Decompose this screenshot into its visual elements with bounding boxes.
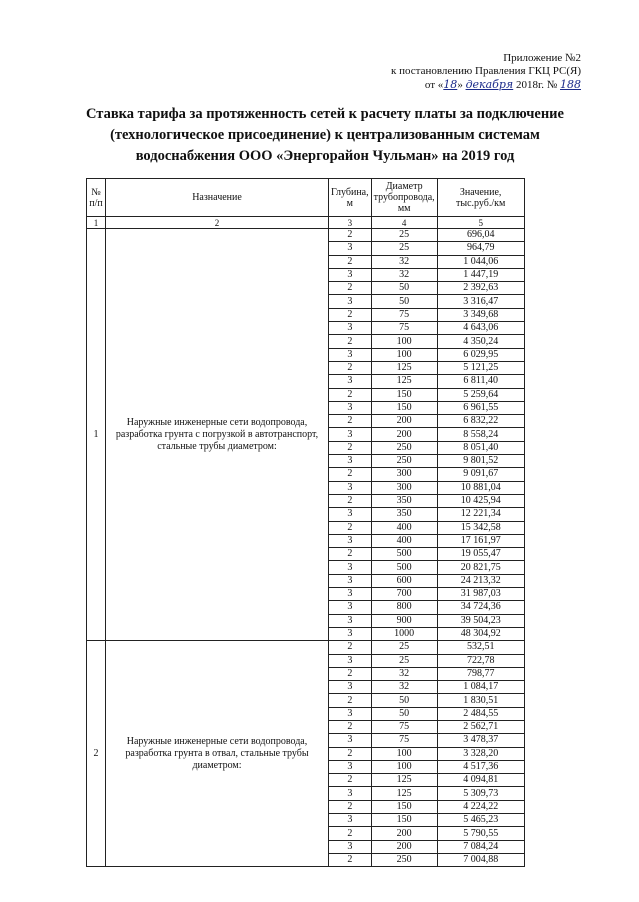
value-cell: 24 213,32: [437, 574, 524, 587]
value-cell: 31 987,03: [437, 588, 524, 601]
col-number: 4: [371, 217, 437, 229]
header-purpose: Назначение: [106, 179, 329, 217]
depth-cell: 3: [329, 481, 372, 494]
diameter-cell: 300: [371, 468, 437, 481]
appendix-decree: к постановлению Правления ГКЦ РС(Я): [391, 65, 581, 77]
value-cell: 2 562,71: [437, 720, 524, 733]
depth-cell: 2: [329, 747, 372, 760]
col-number: 1: [87, 217, 106, 229]
depth-cell: 3: [329, 787, 372, 800]
value-cell: 9 801,52: [437, 455, 524, 468]
appendix-header: [391, 52, 581, 92]
diameter-cell: 400: [371, 521, 437, 534]
depth-cell: 2: [329, 229, 372, 242]
depth-cell: 3: [329, 242, 372, 255]
depth-cell: 3: [329, 588, 372, 601]
depth-cell: 3: [329, 561, 372, 574]
depth-cell: 2: [329, 468, 372, 481]
value-cell: 798,77: [437, 667, 524, 680]
depth-cell: 3: [329, 375, 372, 388]
appendix-date-line: [391, 78, 581, 92]
depth-cell: 3: [329, 401, 372, 414]
diameter-cell: 200: [371, 415, 437, 428]
value-cell: 2 484,55: [437, 707, 524, 720]
column-number-row: [87, 217, 525, 229]
col-number: 3: [329, 217, 372, 229]
value-cell: 5 121,25: [437, 361, 524, 374]
diameter-cell: 125: [371, 361, 437, 374]
depth-cell: 3: [329, 534, 372, 547]
depth-cell: 2: [329, 548, 372, 561]
value-cell: 3 316,47: [437, 295, 524, 308]
diameter-cell: 75: [371, 308, 437, 321]
table-row: [87, 641, 525, 654]
date-quote: »: [457, 79, 463, 91]
diameter-cell: 500: [371, 561, 437, 574]
value-cell: 5 259,64: [437, 388, 524, 401]
diameter-cell: 150: [371, 814, 437, 827]
title-line-1: Ставка тарифа за протяженность сетей к расчету платы за подключение: [86, 106, 564, 122]
diameter-cell: 1000: [371, 627, 437, 640]
diameter-cell: 100: [371, 760, 437, 773]
appendix-title: Приложение №2: [503, 52, 581, 64]
diameter-cell: 50: [371, 694, 437, 707]
date-prefix: от «: [424, 79, 444, 91]
diameter-cell: 150: [371, 800, 437, 813]
diameter-cell: 125: [371, 375, 437, 388]
value-cell: 15 342,58: [437, 521, 524, 534]
depth-cell: 3: [329, 814, 372, 827]
depth-cell: 2: [329, 853, 372, 866]
value-cell: 19 055,47: [437, 548, 524, 561]
diameter-cell: 800: [371, 601, 437, 614]
depth-cell: 2: [329, 800, 372, 813]
table-row: [87, 229, 525, 242]
diameter-cell: 25: [371, 229, 437, 242]
value-cell: 6 811,40: [437, 375, 524, 388]
depth-cell: 2: [329, 667, 372, 680]
header-depth: Глубина, м: [329, 179, 372, 217]
header-num: № п/п: [87, 179, 106, 217]
value-cell: 4 224,22: [437, 800, 524, 813]
table-body: [87, 229, 525, 867]
depth-cell: 3: [329, 574, 372, 587]
value-cell: 3 478,37: [437, 734, 524, 747]
diameter-cell: 200: [371, 840, 437, 853]
diameter-cell: 400: [371, 534, 437, 547]
depth-cell: 3: [329, 840, 372, 853]
diameter-cell: 32: [371, 255, 437, 268]
diameter-cell: 600: [371, 574, 437, 587]
diameter-cell: 150: [371, 388, 437, 401]
diameter-cell: 200: [371, 827, 437, 840]
diameter-cell: 50: [371, 295, 437, 308]
value-cell: 4 517,36: [437, 760, 524, 773]
diameter-cell: 500: [371, 548, 437, 561]
diameter-cell: 125: [371, 774, 437, 787]
value-cell: 5 790,55: [437, 827, 524, 840]
diameter-cell: 32: [371, 268, 437, 281]
depth-cell: 2: [329, 335, 372, 348]
depth-cell: 2: [329, 441, 372, 454]
diameter-cell: 350: [371, 508, 437, 521]
value-cell: 17 161,97: [437, 534, 524, 547]
depth-cell: 3: [329, 348, 372, 361]
value-cell: 964,79: [437, 242, 524, 255]
diameter-cell: 125: [371, 787, 437, 800]
value-cell: 6 832,22: [437, 415, 524, 428]
diameter-cell: 75: [371, 720, 437, 733]
date-day: 18: [443, 78, 458, 91]
depth-cell: 3: [329, 601, 372, 614]
diameter-cell: 25: [371, 641, 437, 654]
title-line-3: водоснабжения ООО «Энергорайон Чульман» на 2019 год: [135, 148, 515, 164]
diameter-cell: 200: [371, 428, 437, 441]
depth-cell: 2: [329, 774, 372, 787]
date-month: декабря: [465, 78, 514, 91]
value-cell: 8 558,24: [437, 428, 524, 441]
decree-number: 188: [560, 78, 581, 91]
diameter-cell: 25: [371, 654, 437, 667]
value-cell: 20 821,75: [437, 561, 524, 574]
value-cell: 5 309,73: [437, 787, 524, 800]
value-cell: 3 349,68: [437, 308, 524, 321]
value-cell: 4 643,06: [437, 322, 524, 335]
value-cell: 2 392,63: [437, 282, 524, 295]
group-number: 1: [87, 229, 106, 641]
depth-cell: 3: [329, 508, 372, 521]
diameter-cell: 250: [371, 853, 437, 866]
value-cell: 39 504,23: [437, 614, 524, 627]
value-cell: 10 425,94: [437, 494, 524, 507]
col-number: 2: [106, 217, 329, 229]
depth-cell: 2: [329, 255, 372, 268]
value-cell: 722,78: [437, 654, 524, 667]
depth-cell: 2: [329, 415, 372, 428]
value-cell: 4 094,81: [437, 774, 524, 787]
depth-cell: 2: [329, 282, 372, 295]
diameter-cell: 25: [371, 242, 437, 255]
depth-cell: 3: [329, 654, 372, 667]
diameter-cell: 100: [371, 747, 437, 760]
col-number: 5: [437, 217, 524, 229]
value-cell: 1 084,17: [437, 681, 524, 694]
diameter-cell: 250: [371, 441, 437, 454]
header-value: Значение, тыс.руб./км: [437, 179, 524, 217]
diameter-cell: 350: [371, 494, 437, 507]
value-cell: 7 084,24: [437, 840, 524, 853]
value-cell: 9 091,67: [437, 468, 524, 481]
value-cell: 1 447,19: [437, 268, 524, 281]
diameter-cell: 150: [371, 401, 437, 414]
value-cell: 7 004,88: [437, 853, 524, 866]
depth-cell: 2: [329, 361, 372, 374]
group-purpose: Наружные инженерные сети водопровода, разработка грунта в отвал, стальные трубы диаметром:: [106, 641, 329, 867]
depth-cell: 3: [329, 734, 372, 747]
group-purpose: Наружные инженерные сети водопровода, разработка грунта с погрузкой в автотранспорт, стальные трубы диаметром:: [106, 229, 329, 641]
group-number: 2: [87, 641, 106, 867]
value-cell: 48 304,92: [437, 627, 524, 640]
diameter-cell: 32: [371, 667, 437, 680]
value-cell: 12 221,34: [437, 508, 524, 521]
depth-cell: 2: [329, 308, 372, 321]
value-cell: 3 328,20: [437, 747, 524, 760]
diameter-cell: 50: [371, 707, 437, 720]
value-cell: 6 961,55: [437, 401, 524, 414]
diameter-cell: 75: [371, 734, 437, 747]
value-cell: 34 724,36: [437, 601, 524, 614]
depth-cell: 3: [329, 428, 372, 441]
depth-cell: 2: [329, 694, 372, 707]
diameter-cell: 250: [371, 455, 437, 468]
depth-cell: 2: [329, 827, 372, 840]
value-cell: 1 044,06: [437, 255, 524, 268]
diameter-cell: 75: [371, 322, 437, 335]
value-cell: 5 465,23: [437, 814, 524, 827]
diameter-cell: 300: [371, 481, 437, 494]
diameter-cell: 50: [371, 282, 437, 295]
diameter-cell: 100: [371, 335, 437, 348]
depth-cell: 2: [329, 641, 372, 654]
value-cell: 4 350,24: [437, 335, 524, 348]
value-cell: 8 051,40: [437, 441, 524, 454]
depth-cell: 3: [329, 627, 372, 640]
document-title: [60, 104, 590, 167]
diameter-cell: 100: [371, 348, 437, 361]
depth-cell: 3: [329, 455, 372, 468]
depth-cell: 3: [329, 681, 372, 694]
tariff-table: [86, 178, 525, 867]
depth-cell: 3: [329, 268, 372, 281]
date-year: 2018г. №: [515, 79, 558, 91]
depth-cell: 3: [329, 707, 372, 720]
depth-cell: 2: [329, 388, 372, 401]
diameter-cell: 900: [371, 614, 437, 627]
header-diameter: Диаметр трубопровода, мм: [371, 179, 437, 217]
depth-cell: 2: [329, 521, 372, 534]
value-cell: 6 029,95: [437, 348, 524, 361]
depth-cell: 2: [329, 494, 372, 507]
title-line-2: (технологическое присоединение) к централизованным системам: [110, 127, 540, 143]
depth-cell: 3: [329, 295, 372, 308]
diameter-cell: 700: [371, 588, 437, 601]
depth-cell: 3: [329, 760, 372, 773]
value-cell: 10 881,04: [437, 481, 524, 494]
value-cell: 696,04: [437, 229, 524, 242]
value-cell: 532,51: [437, 641, 524, 654]
depth-cell: 3: [329, 614, 372, 627]
value-cell: 1 830,51: [437, 694, 524, 707]
depth-cell: 3: [329, 322, 372, 335]
depth-cell: 2: [329, 720, 372, 733]
table-header-row: [87, 179, 525, 217]
diameter-cell: 32: [371, 681, 437, 694]
